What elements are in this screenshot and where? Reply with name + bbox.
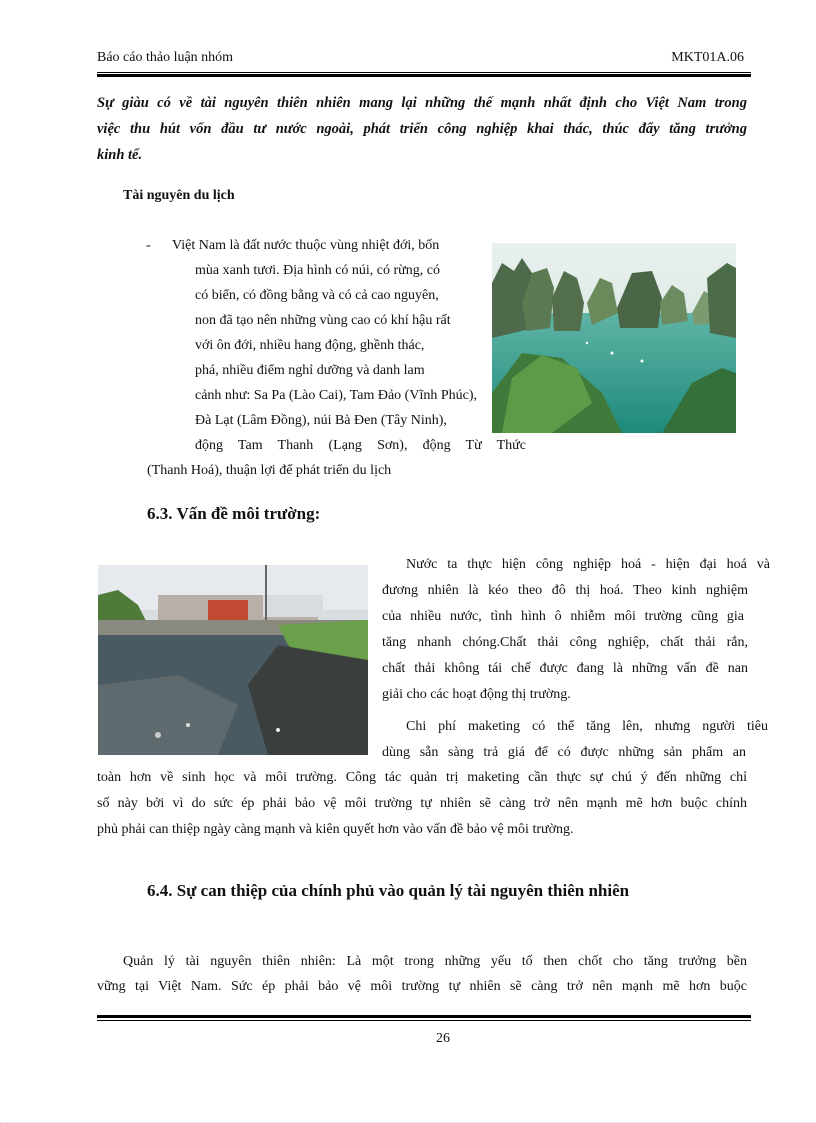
tourism-line-9: động Tam Thanh (Lạng Sơn), động Từ Thức: [195, 438, 526, 453]
s63-full-line-2: số này bởi vì do sức ép phải bảo vệ môi trường tự nhiên sẽ càng trở nên mạnh mẽ hơn buộc chính: [97, 796, 747, 811]
section-6-4-heading: 6.4. Sự can thiệp của chính phủ vào quản lý tài nguyên thiên nhiên: [147, 881, 630, 900]
s63-right-line-5: chất thải không tái chế được đang là những vấn đề nan: [382, 661, 748, 676]
intro-line-3: kinh tế.: [97, 147, 143, 163]
tourism-bullet: -: [146, 238, 151, 253]
s64-line-2: vững tại Việt Nam. Sức ép phải bảo vệ môi trường tự nhiên sẽ càng trở nên mạnh mẽ hơn buộc: [97, 979, 747, 994]
header-rule-thick: [97, 74, 751, 77]
header-right: MKT01A.06: [671, 50, 744, 65]
footer-rule-thick: [97, 1015, 751, 1018]
footer-rule-thin: [97, 1020, 751, 1021]
halong-bay-photo: [492, 243, 736, 433]
tourism-line-2: mùa xanh tươi. Địa hình có núi, có rừng, có: [195, 263, 440, 278]
s63-right-line-3: của nhiều nước, tình hình ô nhiễm môi trường cũng gia: [382, 609, 744, 624]
page-number: 26: [436, 1031, 450, 1046]
pollution-photo: [98, 565, 368, 755]
s63-right-line-4: tăng nhanh chóng.Chất thải công nghiệp, chất thải rắn,: [382, 635, 748, 650]
s63-full-line-3: phủ phải can thiệp ngày càng mạnh và kiên quyết hơn vào vấn đề bảo vệ môi trường.: [97, 822, 574, 837]
page-edge-dots: [0, 1116, 816, 1123]
tourism-line-6: phá, nhiều điểm nghỉ dưỡng và danh lam: [195, 363, 425, 378]
s63-right-line-7: Chi phí maketing có thể tăng lên, nhưng người tiêu: [406, 719, 768, 734]
header-rule-thin: [97, 72, 751, 73]
section-6-3-heading: 6.3. Vấn đề môi trường:: [147, 504, 321, 523]
intro-line-1: Sự giàu có về tài nguyên thiên nhiên mang lại những thế mạnh nhất định cho Việt Nam trong: [97, 95, 747, 111]
tourism-line-1: Việt Nam là đất nước thuộc vùng nhiệt đới, bốn: [172, 238, 440, 253]
s64-line-1: Quản lý tài nguyên thiên nhiên: Là một trong những yếu tố then chốt cho tăng trưởng bền: [123, 954, 747, 969]
tourism-line-4: non đã tạo nên những vùng cao có khí hậu rất: [195, 313, 451, 328]
tourism-line-7: cảnh như: Sa Pa (Lào Cai), Tam Đảo (Vĩnh Phúc),: [195, 388, 478, 403]
intro-line-2: việc thu hút vốn đầu tư nước ngoài, phát triển công nghiệp khai thác, thúc đẩy tăng trưởng: [97, 121, 747, 137]
tourism-line-3: có biển, có đồng bằng và có cả cao nguyên,: [195, 288, 439, 303]
header-left: Báo cáo thảo luận nhóm: [97, 50, 234, 65]
tourism-heading: Tài nguyên du lịch: [123, 188, 235, 203]
tourism-line-8: Đà Lạt (Lâm Đồng), núi Bà Đen (Tây Ninh),: [195, 413, 447, 428]
tourism-line-5: với ôn đới, nhiều hang động, ghềnh thác,: [195, 338, 425, 353]
s63-right-line-2: đương nhiên là kéo theo đô thị hoá. Theo kinh nghiệm: [382, 583, 748, 598]
s63-full-line-1: toàn hơn về sinh học và môi trường. Công tác quản trị maketing cần thực sự chú ý đến những chỉ: [97, 770, 747, 785]
s63-right-line-8: dùng sẵn sàng trả giá để có được những sản phẩm an: [382, 745, 746, 760]
tourism-line-10: (Thanh Hoá), thuận lợi để phát triển du lịch: [147, 463, 392, 478]
s63-right-line-6: giải cho các hoạt động thị trường.: [382, 687, 571, 702]
s63-right-line-1: Nước ta thực hiện công nghiệp hoá - hiện đại hoá và: [406, 557, 770, 572]
